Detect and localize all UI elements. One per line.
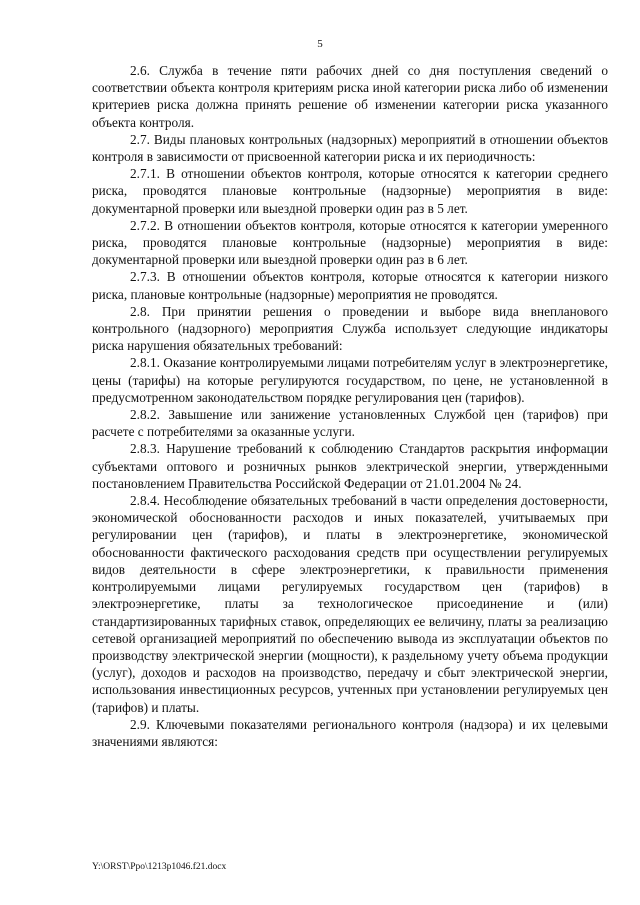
paragraph-2-7-2: 2.7.2. В отношении объектов контроля, которые относятся к категории умеренного риска, проводятся плановые контрольные (надзорные) мероприятия в виде: документарной проверки или выездной проверки один раз в 6 лет. (92, 217, 608, 268)
paragraph-2-8-2: 2.8.2. Завышение или занижение установленных Службой цен (тарифов) при расчете с потребителями за оказанные услуги. (92, 407, 608, 440)
paragraph-2-7-3: 2.7.3. В отношении объектов контроля, которые относятся к категории низкого риска, плановые контрольные (надзорные) мероприятия не проводятся. (92, 269, 608, 302)
file-path-footer: Y:\ORST\Ppo\1213p1046.f21.docx (92, 862, 227, 872)
paragraph-2-8-1: 2.8.1. Оказание контролируемыми лицами потребителям услуг в электроэнергетике, цены (тарифы) на которые регулируются государством, по цене, не установленной в предусмотренном законодательством порядке регулирования цен (тарифов). (92, 355, 608, 405)
paragraph-2-7-1: 2.7.1. В отношении объектов контроля, которые относятся к категории среднего риска, проводятся плановые контрольные (надзорные) мероприятия в виде: документарной проверки или выездной проверки один раз в 5 лет. (92, 166, 608, 216)
paragraph-2-8-3: 2.8.3. Нарушение требований к соблюдению Стандартов раскрытия информации субъектами оптового и розничных рынков электрической энергии, утвержденными постановлением Правительства Российской Федерации от 21.01.2004 № 24. (92, 441, 608, 491)
paragraph-2-9: 2.9. Ключевыми показателями регионального контроля (надзора) и их целевыми значениями являются: (92, 716, 608, 749)
document-body (92, 62, 608, 750)
paragraph-2-7: 2.7. Виды плановых контрольных (надзорных) мероприятий в отношении объектов контроля в зависимости от присвоенной категории риска и их периодичность: (92, 131, 608, 165)
paragraph-2-8-4: 2.8.4. Несоблюдение обязательных требований в части определения достоверности, экономической обоснованности расходов и иных показателей, учитываемых при регулировании цен (тарифов), и платы в электроэнергетике, экономической обоснованности фактического расходования средств при осуществлении регулируемых видов деятельности в сфере электроэнергетики, к правильности применения контролируемыми лицами регулируемых государством цен (тарифов) в электроэнергетике, платы за технологическое присоединение и (или) стандартизированных тарифных ставок, определяющих ее величину, платы за реализацию сетевой организацией мероприятий по обеспечению вывода из эксплуатации объектов по производству электрической энергии (мощности), к раздельному учету объема продукции (услуг), доходов и расходов на производство, передачу и сбыт электрической энергии, использования инвестиционных ресурсов, учтенных при установлении регулируемых цен (тарифов) и платы. (92, 493, 608, 715)
page-number: 5 (317, 38, 323, 50)
paragraph-2-6: 2.6. Служба в течение пяти рабочих дней со дня поступления сведений о соответствии объекта контроля критериям риска иной категории риска либо об изменении критериев риска должна принять решение об изменении категории риска указанного объекта контроля. (92, 63, 608, 130)
paragraph-2-8: 2.8. При принятии решения о проведении и выборе вида внепланового контрольного (надзорного) мероприятия Служба использует следующие индикаторы риска нарушения обязательных требований: (92, 303, 608, 354)
